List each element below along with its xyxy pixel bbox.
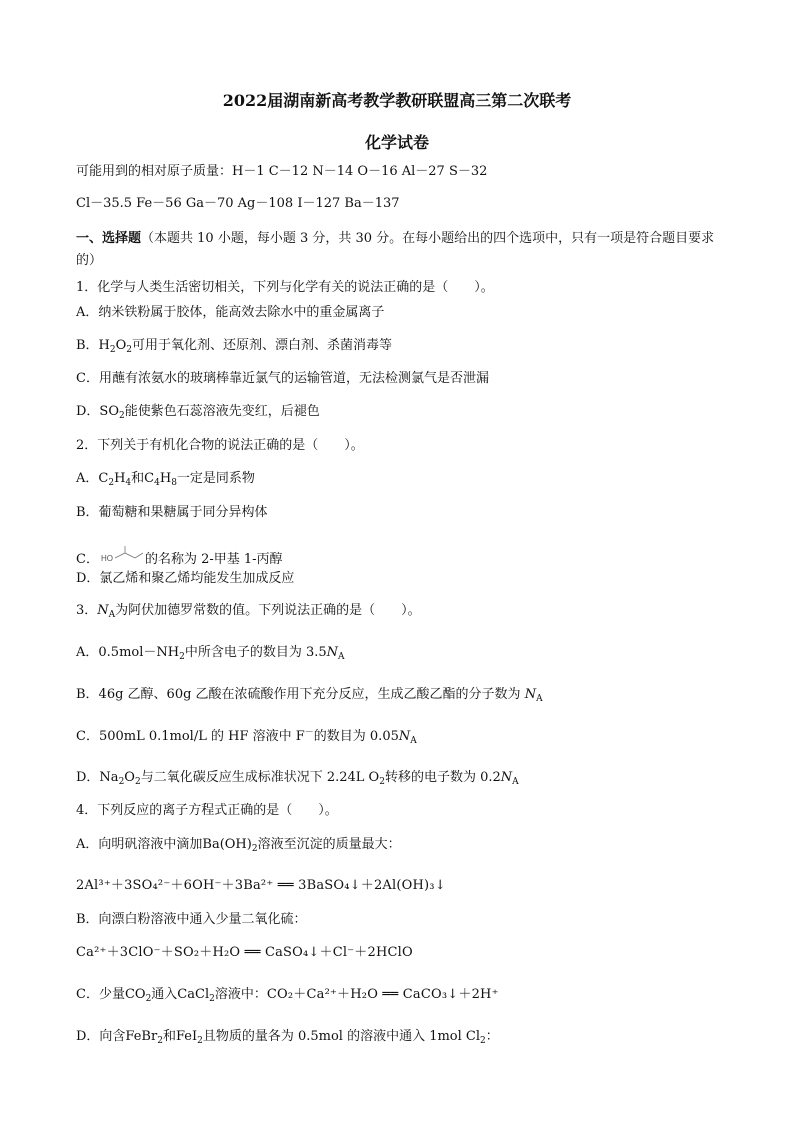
q3-stem: 3．$N_A$为阿伏加德罗常数的值。下列说法正确的是（ ）。	[76, 603, 421, 620]
q2-option-c: C． HO 的名称为 2-甲基 1-丙醇	[76, 545, 726, 570]
q1-option-a: A．纳米铁粉属于胶体，能高效去除水中的重金属离子	[76, 305, 385, 320]
section-title: 一、选择题	[76, 231, 142, 246]
q4-option-c-equation: CO₂＋Ca²⁺＋H₂O ══ CaCO₃↓＋2H⁺	[266, 987, 499, 1002]
q1-option-c: C．用蘸有浓氨水的玻璃棒靠近氯气的运输管道，无法检测氯气是否泄漏	[76, 371, 489, 386]
q4-option-b-equation: Ca²⁺＋3ClO⁻＋SO₂＋H₂O ══ CaSO₄↓＋Cl⁻＋2HClO	[76, 945, 413, 960]
q3-option-c: C．500mL 0.1mol/L 的 HF 溶液中 F－的数目为 $0.05N_A$	[76, 728, 417, 746]
q2-stem: 2．下列关于有机化合物的说法正确的是（ ）。	[76, 438, 364, 453]
q4-option-b: B．向漂白粉溶液中通入少量二氧化硫：	[76, 912, 307, 927]
section-heading	[76, 228, 726, 272]
q2-option-d: D．氯乙烯和聚乙烯均能发生加成反应	[76, 571, 295, 586]
q4-option-d: D．向含FeBr$_2$和FeI$_2$且物质的量各为 0.5mol 的溶液中通入 1mol $Cl_2$：	[76, 1029, 499, 1046]
q1-option-b: B．$H_2O_2$可用于氧化剂、还原剂、漂白剂、杀菌消毒等	[76, 338, 393, 355]
page-subtitle: 化学试卷	[364, 133, 429, 152]
skeletal-structure-icon	[99, 545, 145, 569]
q3-option-d: D．$Na_2O_2$与二氧化碳反应生成标准状况下 2.24L $O_2$转移的电子数为 $0.2N_A$	[76, 770, 519, 787]
page-title: 2022届湖南新高考教学教研联盟高三第二次联考	[222, 91, 572, 110]
svg-text:HO: HO	[100, 554, 113, 563]
q4-option-a-equation: 2Al³⁺＋3SO₄²⁻＋6OH⁻＋3Ba²⁺ ══ 3BaSO₄↓＋2Al(OH)₃↓	[76, 878, 446, 893]
q4-stem: 4．下列反应的离子方程式正确的是（ ）。	[76, 803, 338, 818]
q4-option-c: C．少量$CO_2$通入CaCl$_2$溶液中：CO₂＋Ca²⁺＋H₂O ══ CaCO₃↓＋2H⁺	[76, 987, 499, 1004]
atomic-masses-line-2: Cl－35.5 Fe－56 Ga－70 Ag－108 I－127 Ba－137	[76, 196, 400, 211]
section-description: （本题共 10 小题，每小题 3 分，共 30 分。在每小题给出的四个选项中，只有一项是符合题目要求的）	[76, 231, 715, 268]
atomic-masses-line-1: 可能用到的相对原子质量：H－1 C－12 N－14 O－16 Al－27 S－32	[76, 164, 488, 179]
q1-stem: 1．化学与人类生活密切相关，下列与化学有关的说法正确的是（ ）。	[76, 280, 494, 295]
q2-option-b: B．葡萄糖和果糖属于同分异构体	[76, 505, 268, 520]
q1-option-d: D．$SO_2$能使紫色石蕊溶液先变红，后褪色	[76, 404, 320, 421]
q2-option-a: A．$C_2H_4$和$C_4H_8$一定是同系物	[76, 471, 255, 488]
q3-option-a: A．$0.5mol-NH_2$中所含电子的数目为 $3.5N_A$	[76, 645, 345, 662]
q3-option-b: B．46g 乙醇、60g 乙酸在浓硫酸作用下充分反应，生成乙酸乙酯的分子数为 $N_A$	[76, 687, 543, 704]
q4-option-a: A．向明矾溶液中滴加$Ba(OH)_2$溶液至沉淀的质量最大：	[76, 837, 401, 854]
